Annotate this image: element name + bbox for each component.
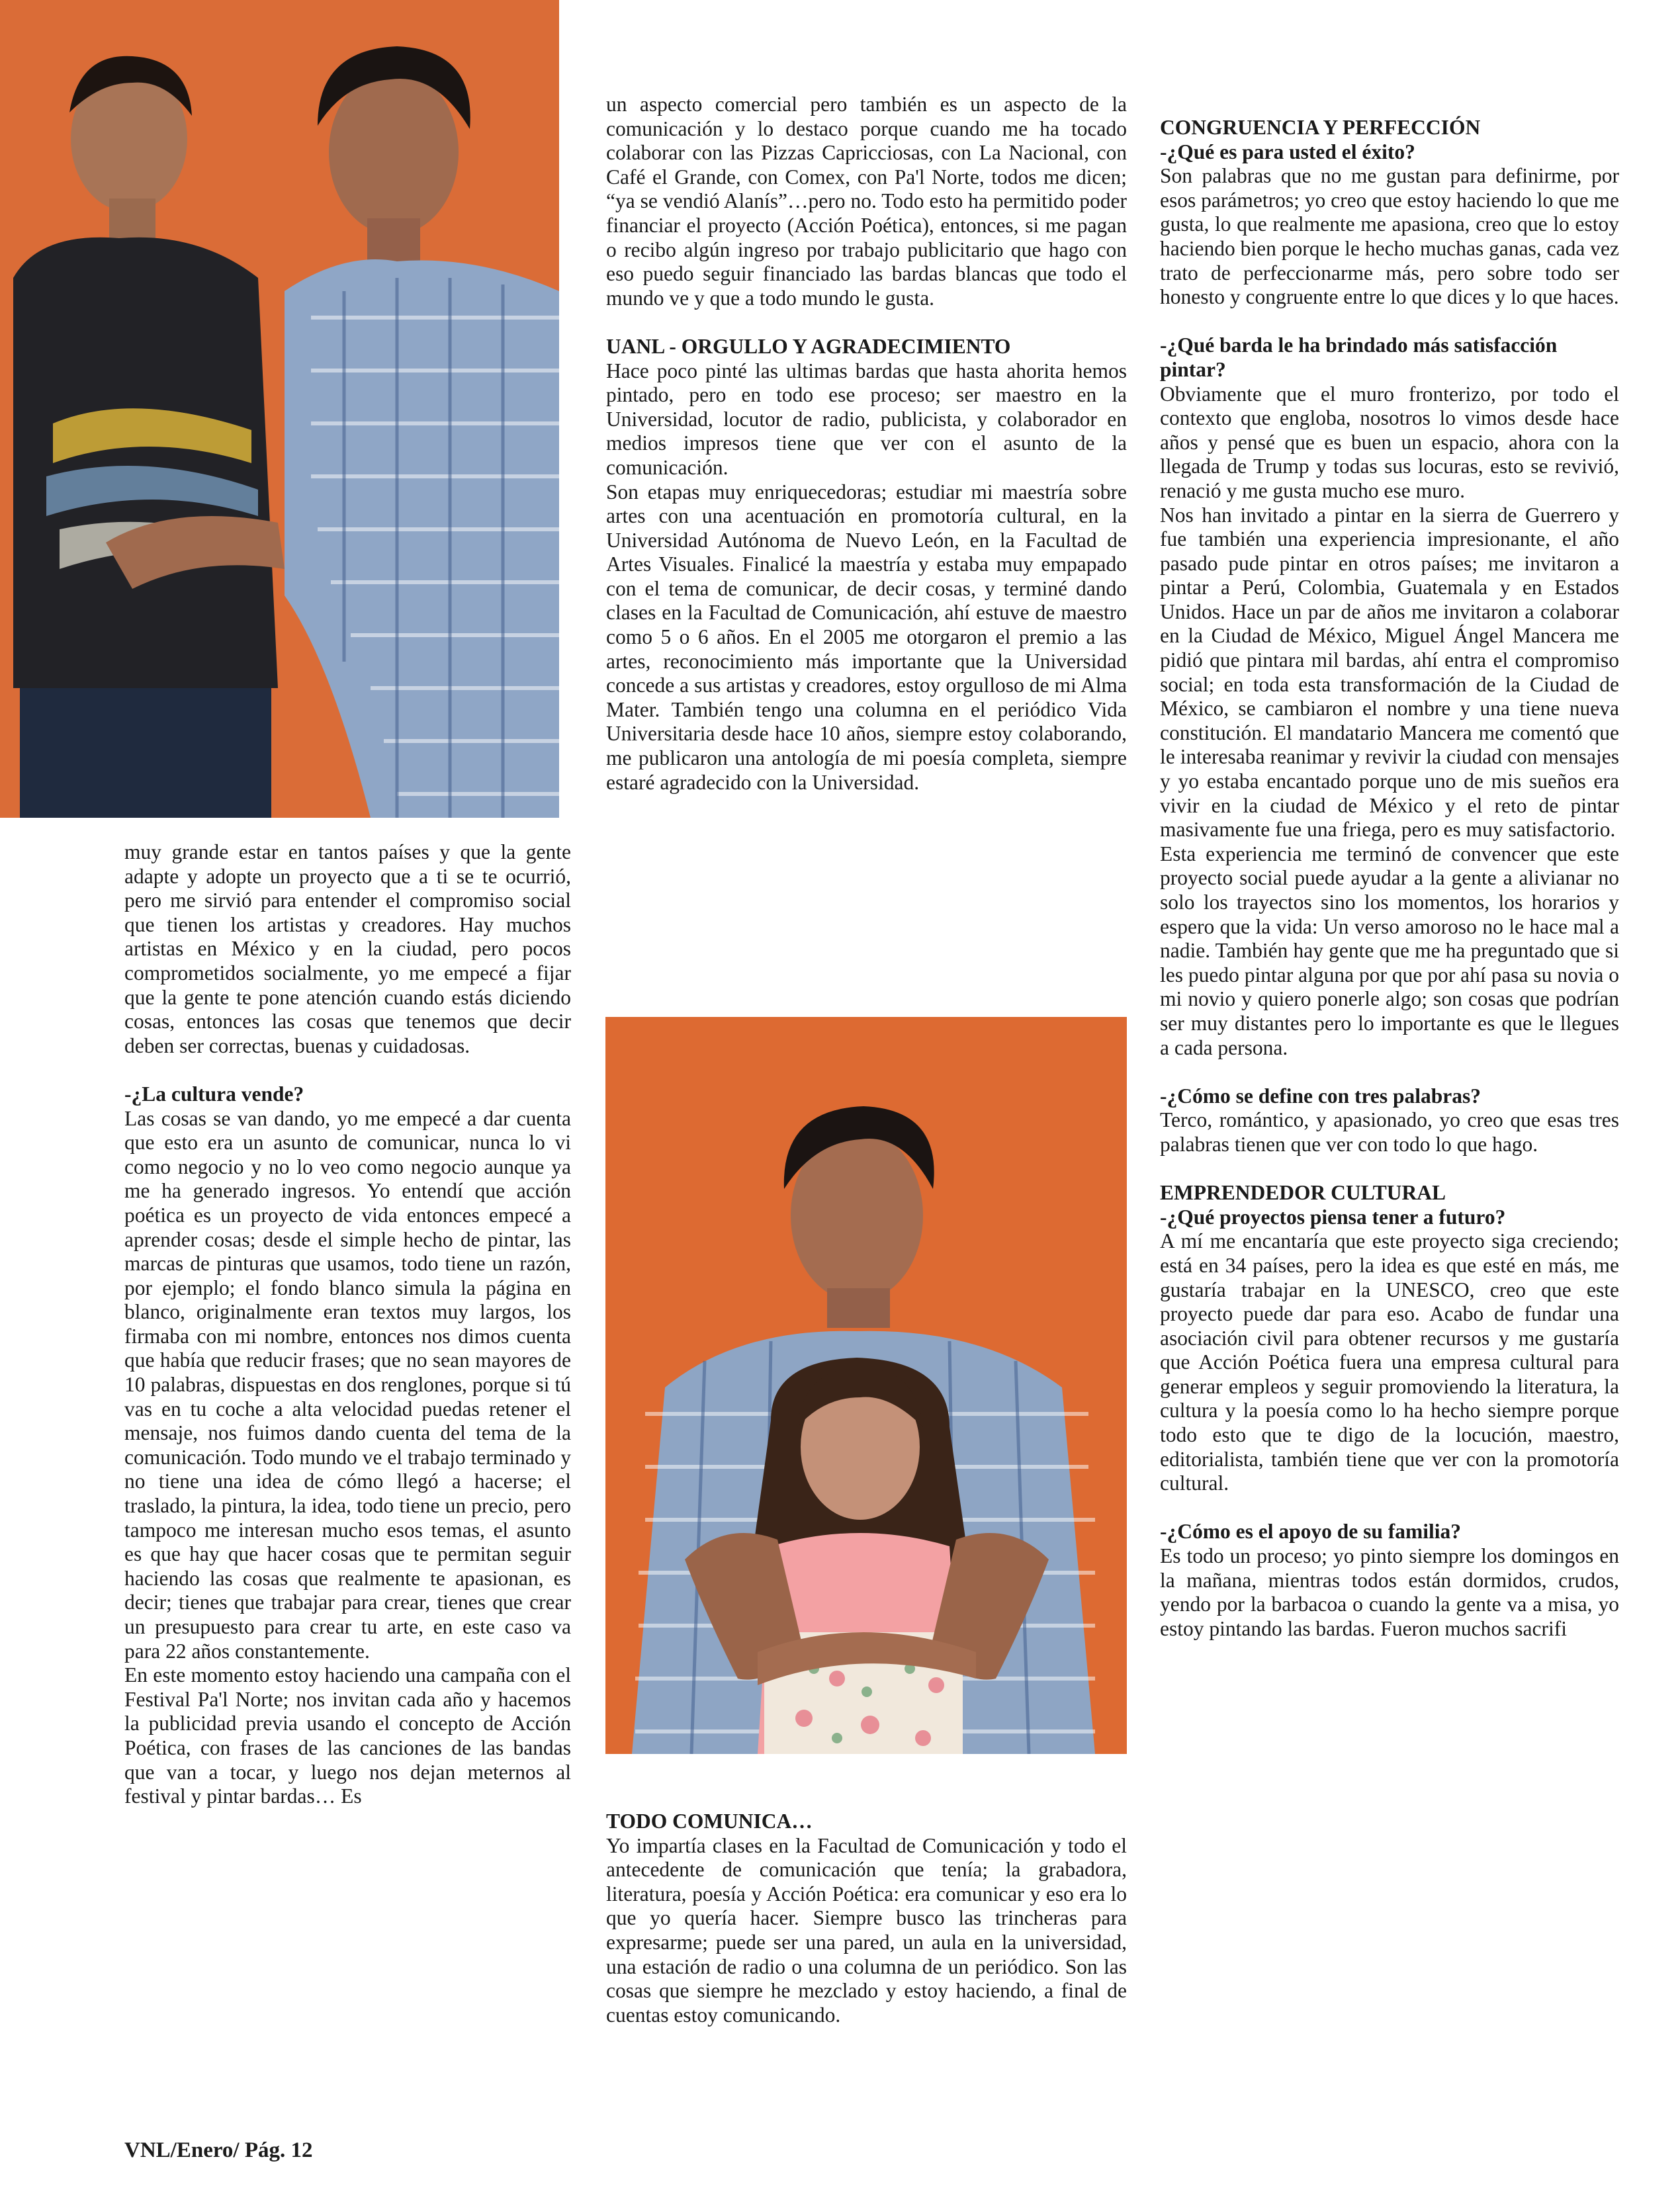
question-exito: -¿Qué es para usted el éxito? [1160, 140, 1415, 163]
paragraph-futuro: A mí me encantaría que este proyecto siga creciendo; está en 34 países, pero la idea es que esté en más, me gustaría trabajar en la UNESCO, creo que este proyecto puede dar para eso. Acabo de fundar una asociación civil para obtener recursos y me gustaría que Acción Poética fuera una empresa cultural para generar empleos y seguir promoviendo la literatura, la cultura y la poesía como lo ha hecho siempre porque todo esto que te digo de la locución, maestro, editorialista, también tiene que ver con la promotoría cultural. [1160, 1229, 1619, 1495]
paragraph-todo-comunica: Yo impartía clases en la Facultad de Comunicación y todo el antecedente de comunicación que tenía; la grabadora, literatura, poesía y Acción Poética: era comunicar y eso era lo que yo quería hacer. Siempre busco las trincheras para expresarme; puede ser una pared, un aula en la universidad, una estación de radio o una columna de un periódico. Son las cosas que siempre he mezclado y estoy haciendo, a final de cuentas estoy comunicando. [606, 1833, 1127, 2027]
paragraph-barda-1: Obviamente que el muro fronterizo, por todo el contexto que engloba, nosotros lo vimos desde hace años y pensé que es buen un espacio, ahora con la llegada de Trump y todas sus locuras, esto se revivió, renació y me gusta mucho ese muro. [1160, 382, 1619, 502]
paragraph-uanl-1: Hace poco pinté las ultimas bardas que hasta ahorita hemos pintado, pero en todo ese proceso; ser maestro en la Universidad, locutor de radio, publicista, y colaborador en medios impresos tiene que ver con el asunto de la comunicación. [606, 359, 1127, 479]
paragraph-barda-2: Nos han invitado a pintar en la sierra de Guerrero y fue también una experiencia impresionante, el año pasado pude pintar en otros países; me invitaron a pintar a Perú, Colombia, Guatemala y en Estados Unidos. Hace un par de años me invitaron a colaborar en la Ciudad de México, Miguel Ángel Mancera me pidió que pintara mil bardas, ahí entra el compromiso social; en toda esta transformación de la Ciudad de México, se cambiaron el nombre y una tiene nueva constitución. El mandatario Mancera me comentó que le interesaba reanimar y revivir la ciudad con mensajes y yo estaba encantado porque uno de mis sueños era vivir en la ciudad de México y el reto de pintar masivamente fue una friega, pero es muy satisfactorio. [1160, 503, 1619, 842]
paragraph-intro: muy grande estar en tantos países y que la gente adapte y adopte un proyecto que a ti se te ocurrió, pero me sirvió para entender el compromiso social que tienen los artistas y creadores. Hay muchos artistas en México y en la ciudad, pero pocos comprometidos socialmente, yo me empecé a fijar que la gente te pone atención cuando estás diciendo cosas, entonces las cosas que tenemos que decir deben ser correctas, buenas y cuidadosas. [124, 840, 571, 1057]
heading-uanl: UANL - ORGULLO Y AGRADECIMIENTO [606, 334, 1011, 358]
photo-man-and-girl [605, 1017, 1127, 1754]
question-tres-palabras: -¿Cómo se define con tres palabras? [1160, 1084, 1481, 1108]
heading-congruencia: CONGRUENCIA Y PERFECCIÓN [1160, 116, 1481, 139]
paragraph-cultura-1: Las cosas se van dando, yo me empecé a dar cuenta que esto era un asunto de comunicar, nunca lo vi como negocio y no lo veo como negocio aunque ya me ha generado ingresos. Yo entendí que acción poética es un proyecto de vida entonces empecé a aprender cosas; desde el simple hecho de pintar, las marcas de pinturas que usamos, todo tiene un razón, por ejemplo; el fondo blanco simula la página en blanco, originalmente eran textos muy largos, los firmaba con mi nombre, entonces nos dimos cuenta que había que reducir frases; que no sean mayores de 10 palabras, dispuestas en dos renglones, porque si tú vas en tu coche a alta velocidad puedas retener el mensaje, nos fuimos dando cuenta del tema de la comunicación. Todo mundo ve el trabajo terminado y no tiene una idea de cómo llegó a hacerse; el traslado, la pintura, la idea, todo tiene un precio, pero tampoco me interesan mucho esos temas, el asunto es que hay que hacer cosas que te permitan seguir haciendo las cosas que realmente te apasionan, es decir; tienes que trabajar para crear, tienes que crear un presupuesto para crear tu arte, en este caso va para 22 años constantemente. [124, 1106, 571, 1663]
paragraph-familia: Es todo un proceso; yo pinto siempre los domingos en la mañana, mientras todos están dormidos, crudos, yendo por la barbacoa o cuando la gente va a misa, yo estoy pintando las bardas. Fueron muchos sacrifi [1160, 1544, 1619, 1640]
heading-emprendedor: EMPRENDEDOR CULTURAL [1160, 1181, 1446, 1205]
paragraph-tres-palabras: Terco, romántico, y apasionado, yo creo que esas tres palabras tienen que ver con todo lo que hago. [1160, 1108, 1619, 1156]
photo-man-and-boy [0, 0, 559, 818]
heading-todo-comunica: TODO COMUNICA… [606, 1810, 813, 1833]
paragraph-cultura-2: En este momento estoy haciendo una campaña con el Festival Pa'l Norte; nos invitan cada año y hacemos la publicidad previa usando el concepto de Acción Poética, con frases de las canciones de las bandas que van a tocar, y luego nos dejan meternos al festival y pintar bardas… Es [124, 1663, 571, 1808]
paragraph-uanl-2: Son etapas muy enriquecedoras; estudiar mi maestría sobre artes con una acentuación en promotoría cultural, en la Universidad Autónoma de Nuevo León, en la Facultad de Artes Visuales. Finalicé la maestría y estaba muy empapado con el tema de comunicar, de decir cosas, y terminé dando clases en la Facultad de Comunicación, ahí estuve de maestro como 5 o 6 años. En el 2005 me otorgaron el premio a las artes, reconocimiento más importante que la Universidad concede a sus artistas y creadores, estoy orgulloso de mi Alma Mater. También tengo una columna en el periódico Vida Universitaria desde hace 10 años, siempre estoy colaborando, me publicaron una antología de mi poesía completa, siempre estaré agradecido con la Universidad. [606, 480, 1127, 794]
paragraph-exito: Son palabras que no me gustan para definirme, por esos parámetros; yo creo que estoy haciendo lo que me gusta, lo que realmente me apasiona, creo que lo estoy haciendo bien porque le hecho muchas ganas, cada vez trato de perfeccionarme más, pero sobre todo ser honesto y congruente entre lo que dices y lo que haces. [1160, 164, 1619, 309]
question-futuro: -¿Qué proyectos piensa tener a futuro? [1160, 1205, 1506, 1229]
question-cultura-vende: -¿La cultura vende? [124, 1082, 304, 1106]
text-column-right [1160, 116, 1619, 1641]
paragraph-barda-3: Esta experiencia me terminó de convencer que este proyecto social puede ayudar a la gente a alivianar no solo los trayectos sino los momentos, los horarios y espero que la vida: Un verso amoroso no le hace mal a nadie. También hay gente que me ha preguntado que si les puedo pintar alguna por que por ahí pasa su novia o mi novio y quiero ponerle algo; son cosas que podrían ser muy distantes pero lo importante es que le llegues a cada persona. [1160, 842, 1619, 1059]
text-column-left [124, 840, 571, 1809]
paragraph-comercial: un aspecto comercial pero también es un aspecto de la comunicación y lo destaco porque cuando me ha tocado colaborar con las Pizzas Capricciosas, con La Nacional, con Café el Grande, con Comex, con Pa'l Norte, todos me dicen; “ya se vendió Alanís”…pero no. Todo esto ha permitido poder financiar el proyecto (Acción Poética), entonces, si me pagan o recibo algún ingreso por trabajo publicitario que hago con eso puedo seguir financiado las bardas blancas que todo el mundo ve y que a todo mundo le gusta. [606, 93, 1127, 310]
page-footer: VNL/Enero/ Pág. 12 [124, 2138, 313, 2162]
question-familia: -¿Cómo es el apoyo de su familia? [1160, 1520, 1461, 1544]
text-column-middle-bottom [606, 1810, 1127, 2027]
text-column-middle-top [606, 93, 1127, 795]
question-barda: -¿Qué barda le ha brindado más satisfacción pintar? [1160, 333, 1558, 381]
